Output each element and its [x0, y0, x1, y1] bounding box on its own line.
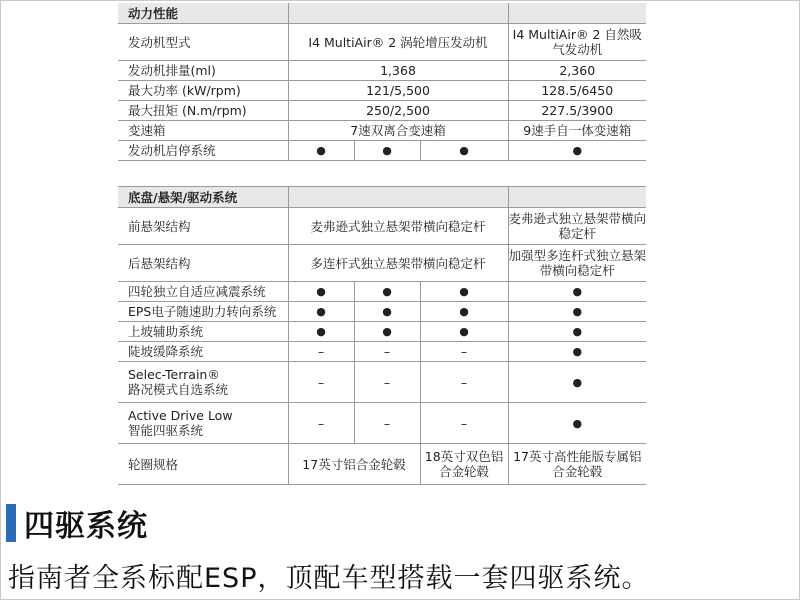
- check-dot: ●: [354, 282, 420, 302]
- check-dot: ●: [420, 141, 508, 161]
- table-row: 前悬架结构 麦弗逊式独立悬架带横向稳定杆 麦弗逊式独立悬架带横向稳定杆: [118, 208, 646, 245]
- table-spacer: [118, 161, 646, 187]
- check-dot: ●: [288, 282, 354, 302]
- dash-mark: –: [420, 362, 508, 403]
- check-dot: ●: [288, 141, 354, 161]
- table-row: 轮圈规格 17英寸铝合金轮毂 18英寸双色铝合金轮毂 17英寸高性能版专属铝合金轮毂: [118, 444, 646, 485]
- check-dot: ●: [354, 322, 420, 342]
- table-row: 陡坡缓降系统 – – – ●: [118, 342, 646, 362]
- dash-mark: –: [354, 342, 420, 362]
- check-dot: ●: [508, 342, 646, 362]
- section-row-chassis: [118, 187, 646, 208]
- table-row: 最大扭矩 (N.m/rpm) 250/2,500 227.5/3900: [118, 101, 646, 121]
- section-title-chassis: 底盘/悬架/驱动系统: [118, 187, 288, 208]
- check-dot: ●: [354, 302, 420, 322]
- check-dot: ●: [508, 141, 646, 161]
- table-row: 上坡辅助系统 ● ● ● ●: [118, 322, 646, 342]
- check-dot: ●: [420, 282, 508, 302]
- table-row: 变速箱 7速双离合变速箱 9速手自一体变速箱: [118, 121, 646, 141]
- check-dot: ●: [508, 282, 646, 302]
- table-row: 发动机排量(ml) 1,368 2,360: [118, 61, 646, 81]
- section-heading: [6, 504, 148, 542]
- dash-mark: –: [288, 403, 354, 444]
- check-dot: ●: [420, 302, 508, 322]
- accent-bar: [6, 504, 16, 542]
- check-dot: ●: [508, 322, 646, 342]
- dash-mark: –: [354, 403, 420, 444]
- check-dot: ●: [420, 322, 508, 342]
- table-row: 后悬架结构 多连杆式独立悬架带横向稳定杆 加强型多连杆式独立悬架带横向稳定杆: [118, 245, 646, 282]
- caption-text: 指南者全系标配ESP，顶配车型搭载一套四驱系统。: [8, 563, 650, 594]
- table-row: 四轮独立自适应减震系统 ● ● ● ●: [118, 282, 646, 302]
- table-row: Selec-Terrain® 路况模式自选系统 – – – ●: [118, 362, 646, 403]
- table-row: 发动机型式 I4 MultiAir® 2 涡轮增压发动机 I4 MultiAir® 2 自然吸气发动机: [118, 24, 646, 61]
- check-dot: ●: [508, 362, 646, 403]
- dash-mark: –: [354, 362, 420, 403]
- dash-mark: –: [288, 362, 354, 403]
- section-row-power: [118, 3, 646, 24]
- spec-table: [118, 3, 646, 485]
- table-row: 最大功率 (kW/rpm) 121/5,500 128.5/6450: [118, 81, 646, 101]
- check-dot: ●: [508, 403, 646, 444]
- check-dot: ●: [508, 302, 646, 322]
- table-row: 发动机启停系统 ● ● ● ●: [118, 141, 646, 161]
- check-dot: ●: [288, 322, 354, 342]
- table-row: Active Drive Low 智能四驱系统 – – – ●: [118, 403, 646, 444]
- section-title-power: 动力性能: [118, 3, 288, 24]
- table-row: EPS电子随速助力转向系统 ● ● ● ●: [118, 302, 646, 322]
- check-dot: ●: [288, 302, 354, 322]
- dash-mark: –: [420, 403, 508, 444]
- dash-mark: –: [288, 342, 354, 362]
- dash-mark: –: [420, 342, 508, 362]
- heading-text: 四驱系统: [24, 509, 148, 544]
- check-dot: ●: [354, 141, 420, 161]
